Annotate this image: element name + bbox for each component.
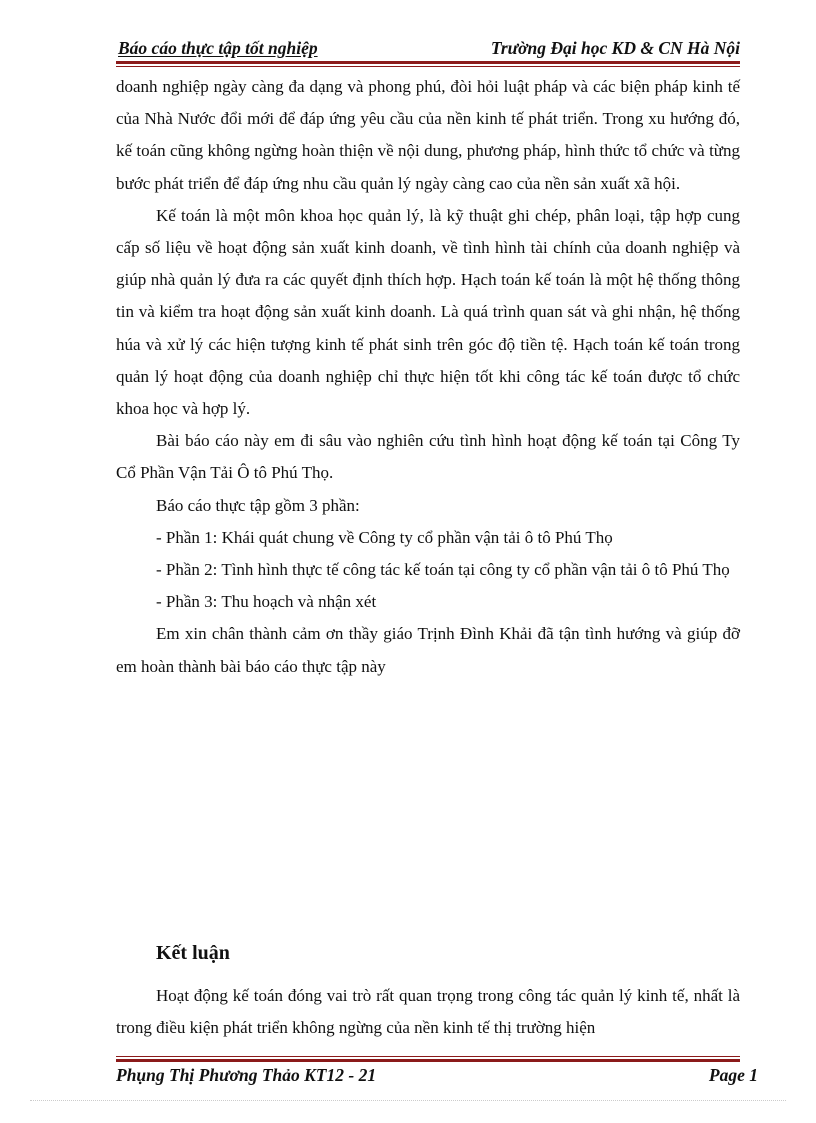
list-item-part-2: - Phần 2: Tình hình thực tế công tác kế toán tại công ty cổ phần vận tải ô tô Phú Thọ [156, 560, 730, 580]
footer-rule-thin [116, 1056, 740, 1057]
page-footer [116, 1065, 758, 1089]
footer-page-number: Page 1 [708, 1065, 758, 1085]
header-rule-thick [116, 61, 740, 64]
header-rule-thin [116, 66, 740, 67]
body-text [116, 71, 740, 683]
paragraph-2: Kế toán là một môn khoa học quản lý, là kỹ thuật ghi chép, phân loại, tập hợp cung cấp số liệu về hoạt động sản xuất kinh doanh, về tình hình tài chính của doanh nghiệp và giúp nhà quản lý đưa ra các quyết định thích hợp. Hạch toán kế toán là một hệ thống thông tin và kiểm tra hoạt động sản xuất kinh doanh. Là quá trình quan sát và ghi nhận, hệ thống húa và xử lý các hiện tượng kinh tế phát sinh trên góc độ tiền tệ. Hạch toán kế toán trong quản lý hoạt động của doanh nghiệp chỉ thực hiện tốt khi công tác kế toán được tổ chức khoa học và hợp lý. [116, 205, 740, 419]
page-header [116, 38, 740, 62]
paragraph-1: doanh nghiệp ngày càng đa dạng và phong phú, đòi hỏi luật pháp và các biện pháp kinh tế của Nhà Nước đổi mới để đáp ứng yêu cầu của nền kinh tế phát triển. Trong xu hướng đó, kế toán cũng không ngừng hoàn thiện về nội dung, phương pháp, hình thức tổ chức và từng bước phát triển để đáp ứng nhu cầu quản lý ngày càng cao của nền sản xuất xã hội. [116, 77, 740, 193]
conclusion-section [116, 980, 740, 1044]
list-item-part-3: - Phần 3: Thu hoạch và nhận xét [156, 592, 377, 612]
header-school-name: Trường Đại học KD & CN Hà Nội [490, 38, 740, 58]
paragraph-thanks: Em xin chân thành cảm ơn thầy giáo Trịnh Đình Khải đã tận tình hướng và giúp đỡ em hoàn thành bài báo cáo thực tập này [116, 624, 740, 676]
footer-rule-thick [116, 1059, 740, 1062]
footer-author: Phụng Thị Phương Thảo KT12 - 21 [116, 1065, 377, 1085]
conclusion-heading: Kết luận [156, 942, 230, 964]
header-report-title: Báo cáo thực tập tốt nghiệp [118, 38, 318, 58]
paragraph-4: Báo cáo thực tập gồm 3 phần: [156, 495, 360, 515]
conclusion-paragraph: Hoạt động kế toán đóng vai trò rất quan trọng trong công tác quản lý kinh tế, nhất là trong điều kiện phát triển không ngừng của nền kinh tế thị trường hiện [116, 986, 740, 1038]
list-item-part-1: - Phần 1: Khái quát chung về Công ty cổ phần vận tải ô tô Phú Thọ [156, 527, 613, 547]
page-boundary-dotted-line [30, 1100, 786, 1101]
paragraph-3: Bài báo cáo này em đi sâu vào nghiên cứu tình hình hoạt động kế toán tại Công Ty Cổ Phần Vận Tải Ô tô Phú Thọ. [116, 431, 740, 483]
